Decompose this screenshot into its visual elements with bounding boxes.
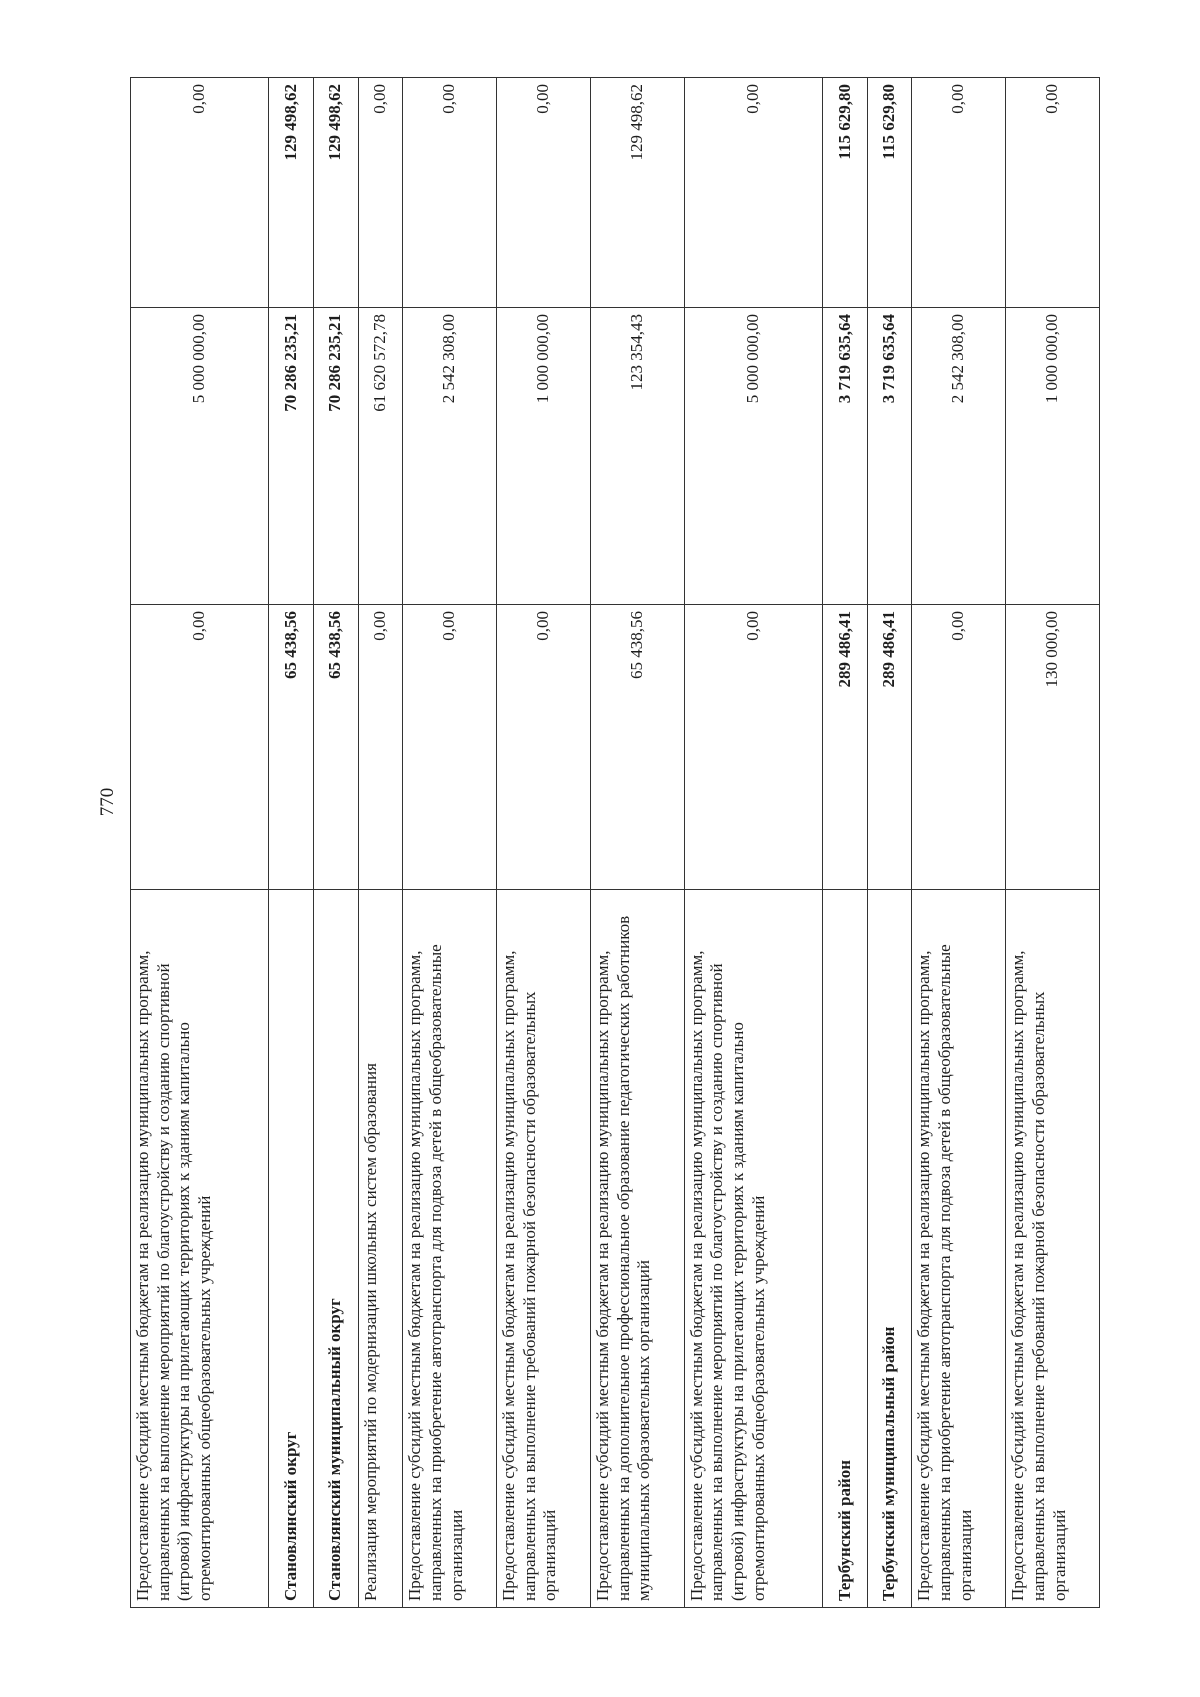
value-col-2-cell: 1 000 000,00 (1006, 308, 1100, 605)
value-col-3-cell: 115 629,80 (823, 78, 868, 308)
row-name-cell: Предоставление субсидий местным бюджетам на реализацию муниципальных программ, направленных на выполнение требований пожарной безопасности образовательных организаций (1006, 890, 1100, 1608)
value-col-3-cell: 129 498,62 (314, 78, 359, 308)
row-name-cell: Предоставление субсидий местным бюджетам на реализацию муниципальных программ, направленных на выполнение мероприятий по благоустройству и созданию спортивной (игровой) инфраструктуры на прилегающих территориях к зданиям капитально отремонтированных общеобразовательных учреждений (131, 890, 269, 1608)
value-col-2-cell: 5 000 000,00 (684, 308, 822, 605)
row-name-cell: Предоставление субсидий местным бюджетам на реализацию муниципальных программ, направленных на выполнение мероприятий по благоустройству и созданию спортивной (игровой) инфраструктуры на прилегающих территориях к зданиям капитально отремонтированных общеобразовательных учреждений (684, 890, 822, 1608)
value-col-3-cell: 0,00 (403, 78, 497, 308)
value-col-1-cell: 0,00 (403, 605, 497, 890)
value-col-3-cell: 129 498,62 (269, 78, 314, 308)
value-col-2-cell: 70 286 235,21 (314, 308, 359, 605)
value-col-1-cell: 65 438,56 (314, 605, 359, 890)
table-row (684, 78, 822, 1608)
value-col-1-cell: 0,00 (684, 605, 822, 890)
row-name-cell: Предоставление субсидий местным бюджетам на реализацию муниципальных программ, направленных на приобретение автотранспорта для подвоза детей в общеобразовательные организации (912, 890, 1006, 1608)
table-body (131, 78, 1100, 1608)
table-row (131, 78, 269, 1608)
value-col-2-cell: 123 354,43 (590, 308, 684, 605)
value-col-3-cell: 129 498,62 (590, 78, 684, 308)
value-col-2-cell: 2 542 308,00 (403, 308, 497, 605)
table-row (358, 78, 403, 1608)
value-col-3-cell: 0,00 (684, 78, 822, 308)
table-row (314, 78, 359, 1608)
value-col-3-cell: 0,00 (131, 78, 269, 308)
value-col-3-cell: 0,00 (912, 78, 1006, 308)
table-row (1006, 78, 1100, 1608)
row-name-cell: Становлянский округ (269, 890, 314, 1608)
page-number: 770 (97, 787, 118, 817)
table-row (590, 78, 684, 1608)
value-col-2-cell: 3 719 635,64 (823, 308, 868, 605)
value-col-1-cell: 65 438,56 (590, 605, 684, 890)
row-name-cell: Становлянский муниципальный округ (314, 890, 359, 1608)
value-col-2-cell: 61 620 572,78 (358, 308, 403, 605)
value-col-1-cell: 0,00 (358, 605, 403, 890)
row-name-cell: Тербунский район (823, 890, 868, 1608)
budget-table (130, 77, 1100, 1608)
table-row (269, 78, 314, 1608)
value-col-2-cell: 3 719 635,64 (867, 308, 912, 605)
value-col-2-cell: 5 000 000,00 (131, 308, 269, 605)
value-col-3-cell: 0,00 (497, 78, 591, 308)
value-col-2-cell: 1 000 000,00 (497, 308, 591, 605)
row-name-cell: Предоставление субсидий местным бюджетам на реализацию муниципальных программ, направленных на дополнительное профессиональное образование педагогических работников муниципальных образовательных организаций (590, 890, 684, 1608)
table-row (823, 78, 868, 1608)
table-row (497, 78, 591, 1608)
value-col-2-cell: 70 286 235,21 (269, 308, 314, 605)
value-col-3-cell: 0,00 (1006, 78, 1100, 308)
row-name-cell: Предоставление субсидий местным бюджетам на реализацию муниципальных программ, направленных на выполнение требований пожарной безопасности образовательных организаций (497, 890, 591, 1608)
budget-table-container (130, 78, 1100, 1608)
table-row (912, 78, 1006, 1608)
value-col-1-cell: 0,00 (912, 605, 1006, 890)
row-name-cell: Тербунский муниципальный район (867, 890, 912, 1608)
row-name-cell: Реализация мероприятий по модернизации школьных систем образования (358, 890, 403, 1608)
value-col-1-cell: 0,00 (131, 605, 269, 890)
value-col-1-cell: 130 000,00 (1006, 605, 1100, 890)
row-name-cell: Предоставление субсидий местным бюджетам на реализацию муниципальных программ, направленных на приобретение автотранспорта для подвоза детей в общеобразовательные организации (403, 890, 497, 1608)
value-col-1-cell: 289 486,41 (867, 605, 912, 890)
value-col-1-cell: 289 486,41 (823, 605, 868, 890)
value-col-3-cell: 115 629,80 (867, 78, 912, 308)
table-row (867, 78, 912, 1608)
table-row (403, 78, 497, 1608)
value-col-1-cell: 0,00 (497, 605, 591, 890)
value-col-2-cell: 2 542 308,00 (912, 308, 1006, 605)
value-col-1-cell: 65 438,56 (269, 605, 314, 890)
value-col-3-cell: 0,00 (358, 78, 403, 308)
